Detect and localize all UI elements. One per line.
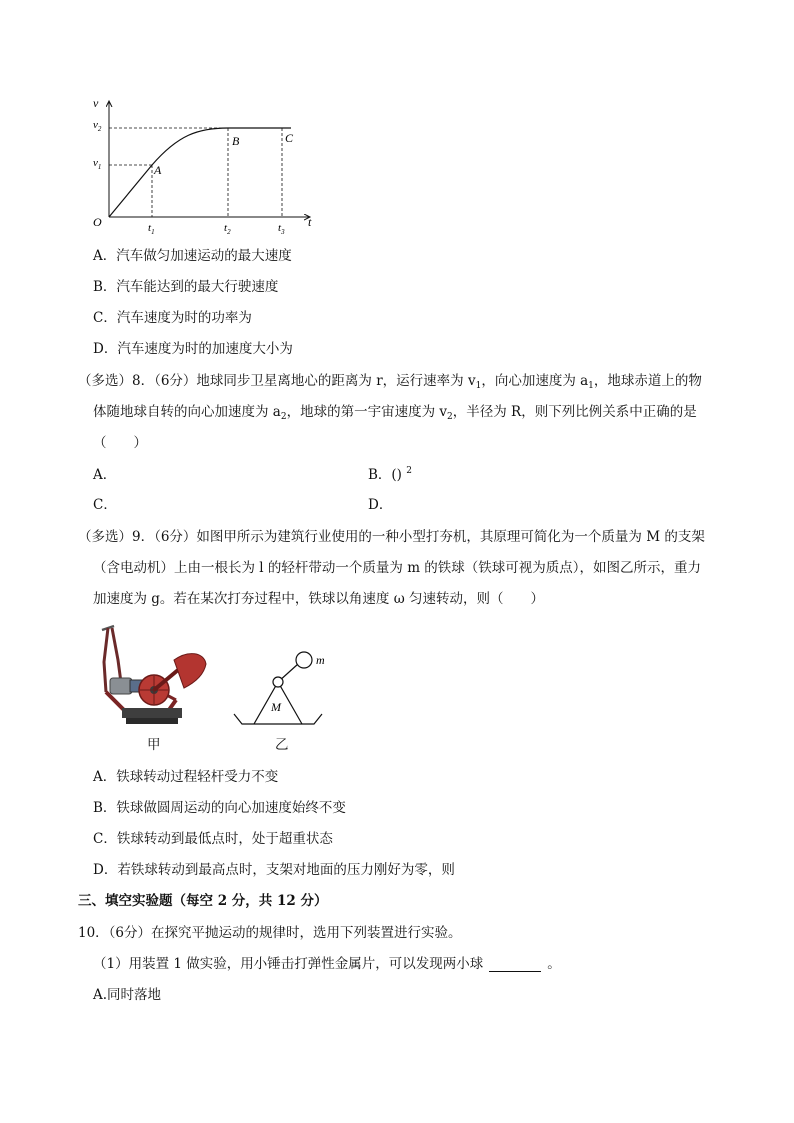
q7-option-c[interactable]: C．汽车速度为时的功率为 <box>93 310 252 326</box>
t2-label: $t_2$ <box>224 222 231 236</box>
q8-stem-line1: （多选）8．（6分）地球同步卫星离地心的距离为 r，运行速率为 $v_1$，向心加速度为 $a_1$，地球赤道上的物 <box>78 373 702 391</box>
support-frame <box>234 714 322 724</box>
pivot <box>273 677 283 687</box>
iron-ball <box>296 652 312 668</box>
q8-stem-line2: 体随地球自转的向心加速度为 $a_2$，地球的第一宇宙速度为 $v_2$，半径为 R，则下列比例关系中正确的是 <box>93 404 697 422</box>
q7-option-d[interactable]: D．汽车速度为时的加速度大小为 <box>93 341 293 357</box>
q7-option-a[interactable]: A．汽车做匀加速运动的最大速度 <box>93 248 292 264</box>
figure-jia-caption: 甲 <box>147 737 161 753</box>
t-axis-label: t <box>308 215 312 229</box>
tamping-machine-photo <box>96 622 212 732</box>
mass-M-label: M <box>271 700 281 714</box>
simplified-tamper-diagram <box>228 640 338 730</box>
q8-option-a[interactable]: A． <box>93 467 117 483</box>
section3-heading: 三、填空实验题（每空 2 分，共 12 分） <box>78 893 328 909</box>
q8-option-b[interactable]: B．() $^2$ <box>368 466 412 483</box>
v2-label: $v_2$ <box>93 119 102 133</box>
velocity-curve <box>109 128 291 217</box>
v1-label: $v_1$ <box>93 157 102 171</box>
q8-option-c[interactable]: C． <box>93 497 117 513</box>
v-axis-label: v <box>93 96 99 110</box>
q9-option-d[interactable]: D．若铁球转动到最高点时，支架对地面的压力刚好为零，则 <box>93 862 455 878</box>
point-b-label: B <box>232 134 240 148</box>
q10-stem: 10．（6分）在探究平抛运动的规律时，选用下列装置进行实验。 <box>78 925 462 941</box>
q10-option-a[interactable]: A.同时落地 <box>93 987 162 1003</box>
q10-answer-blank[interactable] <box>489 958 541 972</box>
q9-option-b[interactable]: B．铁球做圆周运动的向心加速度始终不变 <box>93 800 346 816</box>
mass-m-label: m <box>316 653 325 667</box>
point-a-label: A <box>154 163 162 177</box>
t3-label: $t_3$ <box>278 222 285 236</box>
q9-option-c[interactable]: C．铁球转动到最低点时，处于超重状态 <box>93 831 333 847</box>
origin-label: O <box>93 215 102 229</box>
q9-stem-line1: （多选）9．（6分）如图甲所示为建筑行业使用的一种小型打夯机，其原理可简化为一个质量为 M 的支架 <box>78 529 705 545</box>
q7-option-b[interactable]: B．汽车能达到的最大行驶速度 <box>93 279 279 295</box>
q8-stem-line3: （ ） <box>93 435 147 451</box>
q9-stem-line3: 加速度为 g。若在某次打夯过程中，铁球以角速度 ω 匀速转动，则（ ） <box>93 591 545 607</box>
t1-label: $t_1$ <box>148 222 155 236</box>
point-c-label: C <box>285 131 294 145</box>
q10-sub1: （1）用装置 1 做实验，用小锤击打弹性金属片，可以发现两小球 。 <box>93 956 561 972</box>
q9-stem-line2: （含电动机）上由一根长为 l 的轻杆带动一个质量为 m 的铁球（铁球可视为质点），如图乙所示，重力 <box>93 560 702 576</box>
q8-option-d[interactable]: D． <box>368 497 393 513</box>
q9-option-a[interactable]: A．铁球转动过程轻杆受力不变 <box>93 769 279 785</box>
velocity-time-graph <box>88 95 328 245</box>
figure-yi-caption: 乙 <box>275 737 289 753</box>
